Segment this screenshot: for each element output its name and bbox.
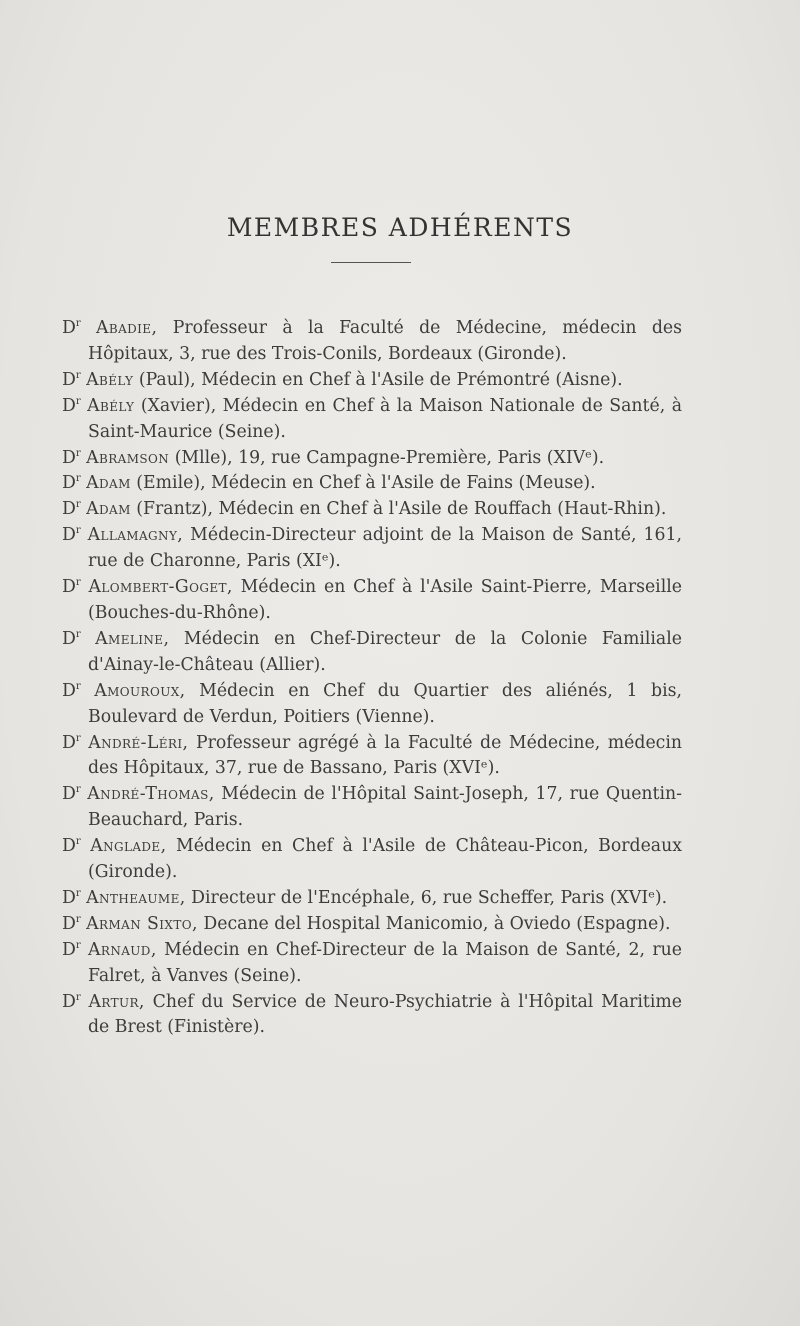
- member-details: Médecin en Chef du Quartier des aliénés, 1 bis, Boulevard de Verdun, Poitiers (Vienne).: [88, 680, 682, 727]
- member-name: Abély: [87, 395, 135, 416]
- list-item: [62, 679, 682, 731]
- member-details: Médecin-Directeur adjoint de la Maison de Santé, 161, rue de Charonne, Paris (XIᵉ).: [88, 525, 682, 572]
- list-item: [62, 446, 682, 472]
- honorific-superscript: r: [75, 914, 81, 926]
- list-item: [62, 316, 682, 368]
- member-name: Abély: [86, 369, 134, 390]
- member-name: Allamagny,: [87, 525, 184, 546]
- honorific-superscript: r: [75, 318, 81, 330]
- honorific-superscript: r: [75, 525, 81, 537]
- list-item: [62, 523, 682, 575]
- honorific: D: [62, 395, 76, 416]
- honorific: D: [62, 784, 76, 805]
- list-item: [62, 886, 682, 912]
- honorific: D: [62, 499, 76, 520]
- member-details: Directeur de l'Encéphale, 6, rue Scheffer, Paris (XVIᵉ).: [191, 887, 668, 908]
- member-name: Adam: [86, 499, 131, 520]
- honorific-superscript: r: [75, 395, 81, 407]
- member-details: (Emile), Médecin en Chef à l'Asile de Fains (Meuse).: [136, 473, 596, 494]
- list-item: [62, 394, 682, 446]
- list-item: [62, 497, 682, 523]
- honorific-superscript: r: [75, 499, 81, 511]
- honorific-superscript: r: [75, 732, 81, 744]
- honorific: D: [62, 318, 76, 338]
- member-name: Anglade,: [90, 836, 167, 857]
- list-item: [62, 912, 682, 938]
- member-details: Professeur à la Faculté de Médecine, médecin des Hôpitaux, 3, rue des Trois-Conils, Bordeaux (Gironde).: [88, 318, 683, 364]
- honorific-superscript: r: [75, 577, 81, 589]
- page-title: MEMBRES ADHÉRENTS: [226, 212, 574, 242]
- honorific-superscript: r: [75, 680, 81, 692]
- list-item: [62, 368, 682, 394]
- member-name: Ameline,: [95, 628, 170, 649]
- member-name: Abramson: [86, 447, 170, 468]
- member-details: (Xavier), Médecin en Chef à la Maison Nationale de Santé, à Saint-Maurice (Seine).: [88, 395, 683, 442]
- honorific: D: [62, 577, 76, 598]
- list-item: [62, 471, 682, 497]
- honorific: D: [62, 991, 76, 1012]
- honorific: D: [62, 525, 76, 546]
- list-item: [62, 990, 682, 1042]
- member-details: Decane del Hospital Manicomio, à Oviedo (Espagne).: [203, 913, 671, 934]
- member-list: [62, 316, 682, 1041]
- honorific: D: [62, 628, 76, 649]
- member-details: (Paul), Médecin en Chef à l'Asile de Prémontré (Aisne).: [138, 369, 623, 390]
- member-details: Médecin de l'Hôpital Saint-Joseph, 17, rue Quentin-Beauchard, Paris.: [88, 784, 682, 831]
- member-name: André-Thomas,: [87, 784, 215, 805]
- member-details: (Mlle), 19, rue Campagne-Première, Paris (XIVᵉ).: [174, 447, 605, 468]
- honorific: D: [62, 836, 76, 857]
- honorific: D: [62, 913, 76, 934]
- honorific: D: [62, 680, 76, 701]
- member-name: Antheaume,: [86, 887, 186, 908]
- list-item: [62, 834, 682, 886]
- honorific-superscript: r: [75, 784, 81, 796]
- member-details: Médecin en Chef-Directeur de la Maison de Santé, 2, rue Falret, à Vanves (Seine).: [88, 939, 683, 986]
- list-item: [62, 938, 682, 990]
- honorific: D: [62, 473, 76, 494]
- honorific-superscript: r: [75, 939, 81, 951]
- honorific-superscript: r: [75, 447, 81, 459]
- member-name: Amouroux,: [94, 680, 186, 701]
- member-name: Arman Sixto,: [86, 913, 198, 934]
- member-details: (Frantz), Médecin en Chef à l'Asile de Rouffach (Haut-Rhin).: [136, 499, 667, 520]
- title-divider: [331, 262, 411, 263]
- member-name: Artur,: [88, 991, 145, 1012]
- honorific: D: [62, 447, 76, 468]
- list-item: [62, 731, 682, 783]
- member-name: André-Léri,: [88, 732, 189, 753]
- list-item: [62, 575, 682, 627]
- honorific-superscript: r: [75, 370, 81, 382]
- honorific-superscript: r: [75, 473, 81, 485]
- member-details: Médecin en Chef à l'Asile de Château-Picon, Bordeaux (Gironde).: [88, 836, 682, 883]
- list-item: [62, 782, 682, 834]
- member-name: Adam: [86, 473, 131, 494]
- member-details: Chef du Service de Neuro-Psychiatrie à l'Hôpital Maritime de Brest (Finistère).: [88, 991, 683, 1038]
- member-name: Alombert-Goget,: [88, 577, 233, 598]
- honorific-superscript: r: [75, 629, 81, 641]
- honorific-superscript: r: [75, 836, 81, 848]
- honorific: D: [62, 369, 76, 390]
- honorific: D: [62, 732, 76, 753]
- member-details: Médecin en Chef à l'Asile Saint-Pierre, Marseille (Bouches-du-Rhône).: [88, 577, 682, 623]
- member-name: Abadie,: [95, 318, 158, 338]
- honorific: D: [62, 939, 76, 960]
- member-name: Arnaud,: [88, 939, 157, 960]
- honorific-superscript: r: [75, 888, 81, 900]
- honorific-superscript: r: [75, 991, 81, 1003]
- member-details: Professeur agrégé à la Faculté de Médecine, médecin des Hôpitaux, 37, rue de Bassano, Paris (XVIᵉ).: [88, 732, 683, 779]
- list-item: [62, 627, 682, 679]
- member-details: Médecin en Chef-Directeur de la Colonie Familiale d'Ainay-le-Château (Allier).: [88, 628, 682, 675]
- honorific: D: [62, 887, 76, 908]
